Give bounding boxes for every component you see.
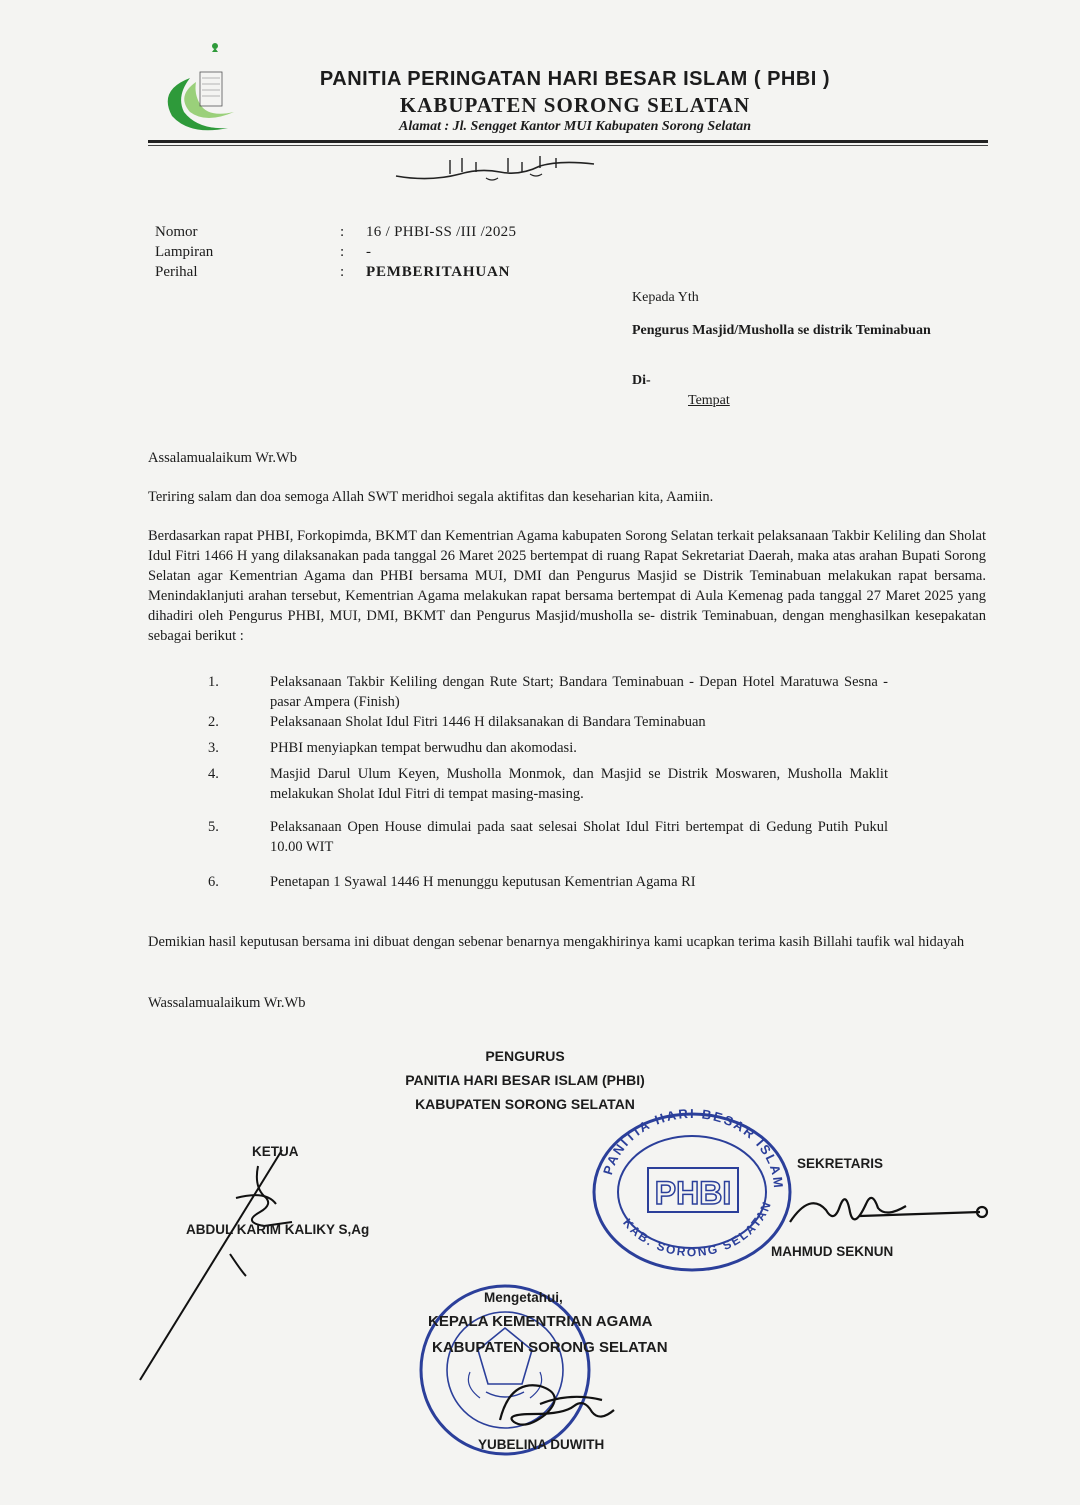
phbi-logo [150, 38, 260, 138]
main-paragraph: Berdasarkan rapat PHBI, Forkopimda, BKMT dan Kementrian Agama kabupaten Sorong Selatan terkait pelaksanaan Takbir Keliling dan Sholat Idul Fitri 1466 H yang dilaksanakan pada tanggal 26 Maret 2025 bertempat di ruang Rapat Sekretariat Daerah, maka atas arahan Bupati Sorong Selatan agar Kementrian Agama dan PHBI bersama MUI, DMI dan Pengurus Masjid se Distrik Teminabuan melakukan rapat bersama. Menindaklanjuti arahan tersebut, Kementrian Agama melakukan rapat bersama bertempat di Aula Kemenag pada tanggal 27 Maret 2025 yang dihadiri oleh Pengurus PHBI, MUI, DMI, BKMT dan Pengurus Masjid/musholla se- distrik Teminabuan, dengan menghasilkan kesepakatan sebagai berikut : [148, 528, 986, 644]
ketua-name: ABDUL KARIM KALIKY S,Ag [186, 1222, 370, 1237]
org-title-line1: PANITIA PERINGATAN HARI BESAR ISLAM ( PHBI ) [319, 68, 831, 90]
opening-paragraph: Teriring salam dan doa semoga Allah SWT meridhoi segala aktifitas dan keseharian kita, Aamiin. [148, 489, 714, 505]
perihal-label: Perihal [155, 264, 198, 280]
addressee-tempat: Tempat [688, 393, 730, 408]
nomor-label: Nomor [155, 224, 198, 240]
kepala-title-line2: KABUPATEN SORONG SELATAN [432, 1339, 668, 1356]
mengetahui-label: Mengetahui, [484, 1290, 563, 1305]
lampiran-value: - [366, 244, 372, 260]
meta-lampiran [155, 242, 516, 262]
phbi-stamp [594, 1106, 790, 1270]
list-item [208, 764, 888, 804]
kemenag-stamp [421, 1286, 589, 1454]
item-text: Masjid Darul Ulum Keyen, Musholla Monmok, dan Masjid se Distrik Moswaren, Musholla Maklit melakukan Sholat Idul Fitri di tempat masing-masing. [270, 766, 888, 802]
item-text: Pelaksanaan Sholat Idul Fitri 1446 H dilaksanakan di Bandara Teminabuan [270, 714, 706, 730]
signature-heading-kabupaten: KABUPATEN SORONG SELATAN [415, 1096, 635, 1112]
list-item [208, 712, 888, 732]
farewell: Wassalamualaikum Wr.Wb [148, 995, 306, 1011]
phbi-stamp-bottom-text: KAB. SORONG SELATAN [620, 1198, 775, 1260]
signature-heading-pengurus: PENGURUS [485, 1048, 565, 1064]
org-address: Alamat : Jl. Sengget Kantor MUI Kabupaten Sorong Selatan [398, 119, 752, 134]
header-rule-thin [148, 145, 988, 146]
item-text: Penetapan 1 Syawal 1446 H menunggu keputusan Kementrian Agama RI [270, 874, 696, 890]
list-item [208, 672, 888, 712]
item-number: 6. [208, 874, 219, 890]
perihal-value: PEMBERITAHUAN [366, 264, 511, 280]
svg-text:KAB. SORONG SELATAN [620, 1198, 774, 1259]
lampiran-label: Lampiran [155, 244, 214, 260]
item-text: Pelaksanaan Open House dimulai pada saat selesai Sholat Idul Fitri bertempat di Gedung Putih Pukul 10.00 WIT [270, 819, 888, 855]
item-text: PHBI menyiapkan tempat berwudhu dan akomodasi. [270, 740, 577, 756]
bismillah-calligraphy [390, 152, 600, 186]
addressee-kepada: Kepada Yth [632, 290, 699, 305]
sekretaris-title: SEKRETARIS [797, 1156, 884, 1171]
list-item [208, 738, 888, 758]
meta-nomor [155, 222, 516, 242]
ketua-signature [140, 1150, 292, 1380]
colon: : [340, 244, 345, 260]
org-title-line2: KABUPATEN SORONG SELATAN [399, 93, 751, 117]
svg-text:PANITIA HARI BESAR ISLAM [600, 1106, 786, 1191]
item-number: 4. [208, 766, 219, 782]
kepala-signature [500, 1385, 614, 1424]
sekretaris-name: MAHMUD SEKNUN [771, 1244, 894, 1259]
addressee-di: Di- [632, 373, 651, 388]
kepala-title-line1: KEPALA KEMENTRIAN AGAMA [428, 1313, 653, 1330]
letter-meta [155, 222, 516, 282]
list-item [208, 817, 888, 857]
addressee-recipient: Pengurus Masjid/Musholla se distrik Teminabuan [632, 323, 931, 338]
list-item [208, 872, 888, 892]
item-text: Pelaksanaan Takbir Keliling dengan Rute Start; Bandara Teminabuan - Depan Hotel Maratuwa Sesna - pasar Ampera (Finish) [270, 674, 888, 710]
nomor-value: 16 / PHBI-SS /III /2025 [366, 224, 517, 240]
phbi-stamp-ring-text: PANITIA HARI BESAR ISLAM [600, 1105, 787, 1191]
header-rule-thick [148, 140, 988, 143]
meta-perihal [155, 262, 516, 282]
ketua-title: KETUA [252, 1144, 299, 1159]
signature-heading-panitia: PANITIA HARI BESAR ISLAM (PHBI) [405, 1072, 645, 1088]
sekretaris-signature [790, 1198, 987, 1222]
item-number: 3. [208, 740, 219, 756]
colon: : [340, 224, 345, 240]
item-number: 5. [208, 819, 219, 835]
item-number: 1. [208, 674, 219, 690]
greeting: Assalamualaikum Wr.Wb [148, 450, 297, 466]
closing-paragraph: Demikian hasil keputusan bersama ini dibuat dengan sebenar benarnya mengakhirinya kami ucapkan terima kasih Billahi taufik wal hidayah [148, 934, 965, 950]
colon: : [340, 264, 345, 280]
kepala-name: YUBELINA DUWITH [478, 1437, 605, 1452]
item-number: 2. [208, 714, 219, 730]
phbi-stamp-center: PHBI [654, 1175, 732, 1211]
